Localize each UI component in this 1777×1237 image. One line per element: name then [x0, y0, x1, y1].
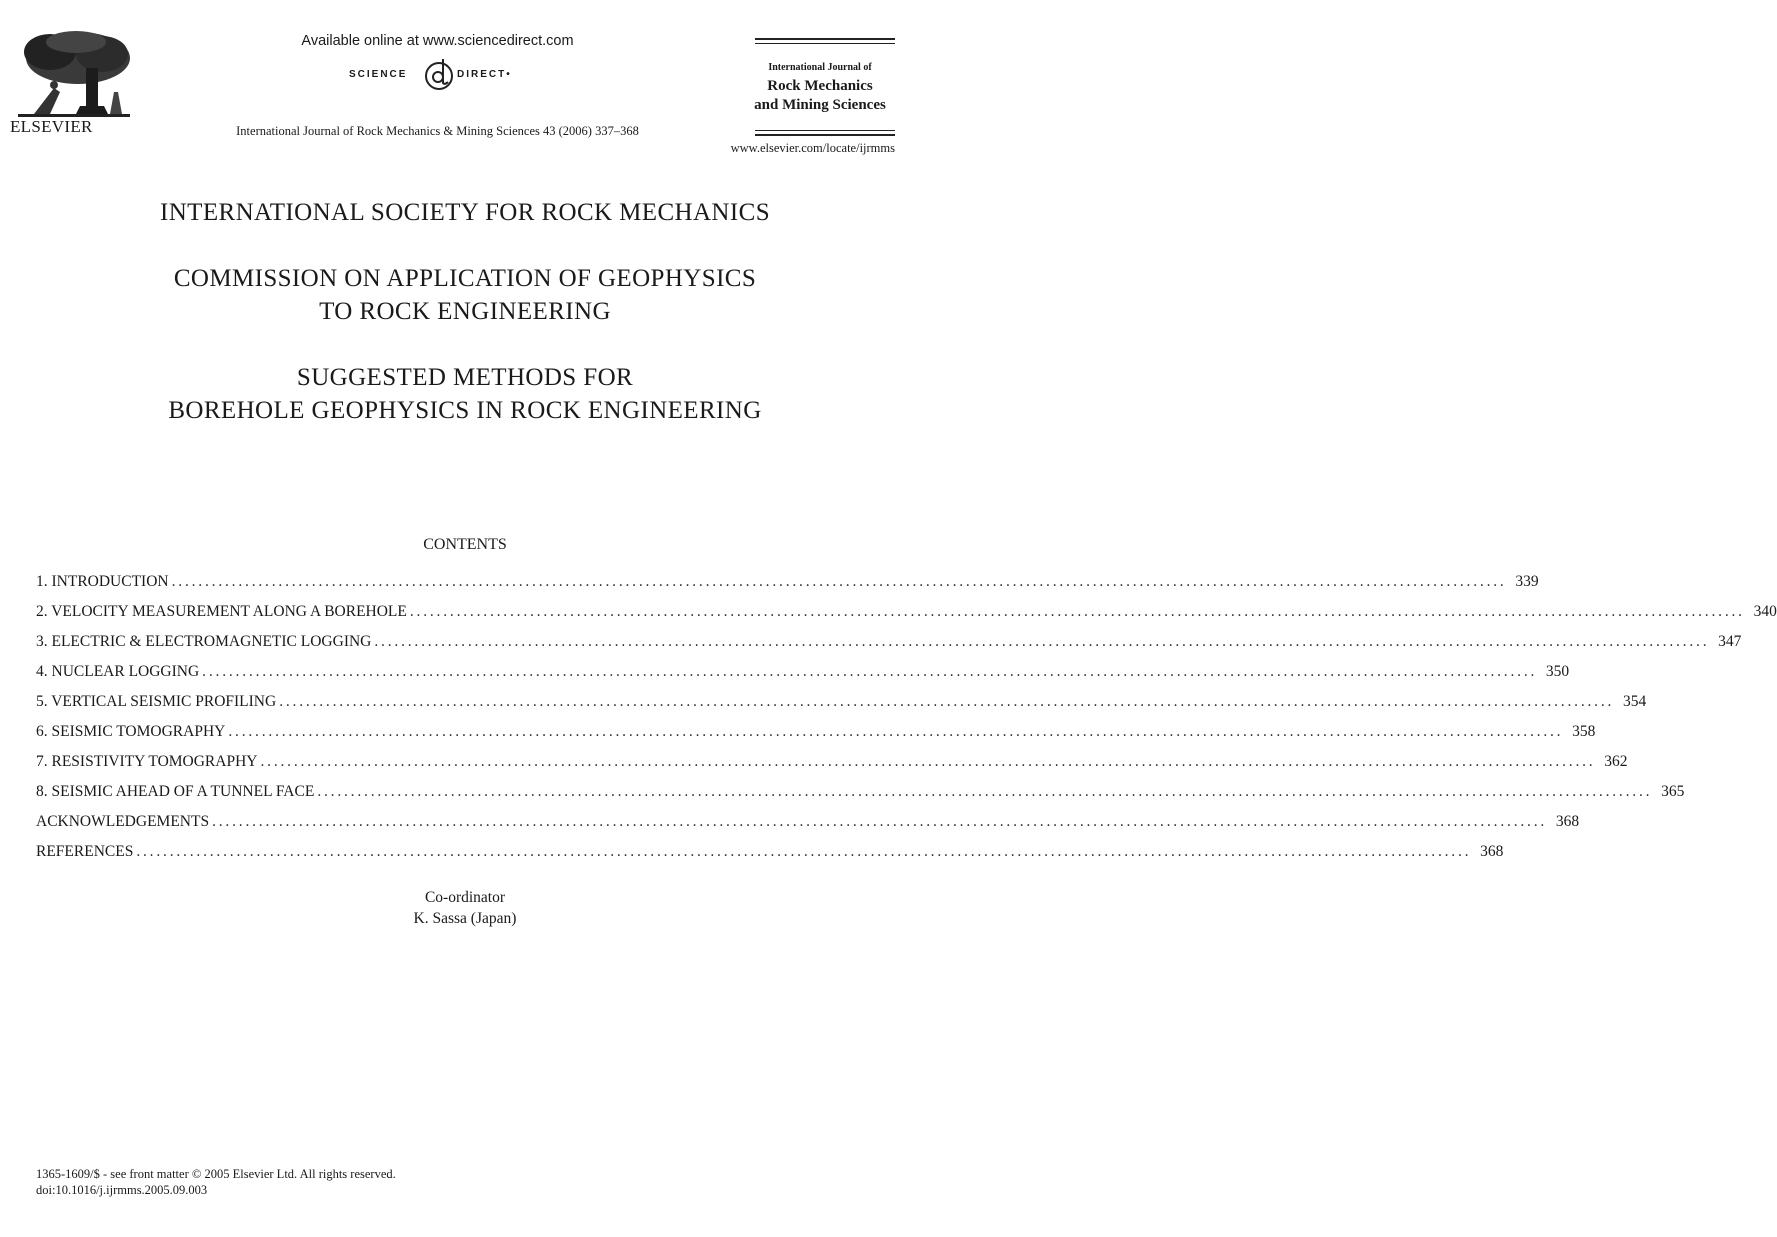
methods-title-line1: SUGGESTED METHODS FOR	[296, 364, 634, 391]
sd-brand-left: SCIENCE	[349, 69, 408, 80]
toc-item-page: 368	[1555, 813, 1580, 830]
toc-leader-dots: ........................................................................................................................................................................................................	[171, 573, 1507, 590]
sd-brand-right: DIRECT•	[457, 69, 512, 80]
society-title: INTERNATIONAL SOCIETY FOR ROCK MECHANICS	[160, 199, 770, 226]
toc-item-page: 358	[1572, 723, 1596, 740]
toc-item-label: 8. SEISMIC AHEAD OF A TUNNEL FACE	[36, 783, 315, 800]
toc-item-page: 354	[1622, 693, 1647, 710]
toc-item[interactable]	[36, 813, 1580, 843]
toc-item-label: 3. ELECTRIC & ELECTROMAGNETIC LOGGING	[36, 633, 372, 650]
sciencedirect-logo	[340, 55, 540, 95]
journal-box-title	[745, 77, 895, 114]
copyright-line: 1365-1609/$ - see front matter © 2005 Elsevier Ltd. All rights reserved.	[36, 1167, 396, 1181]
toc-item[interactable]	[36, 693, 1647, 723]
toc-item-page: 365	[1661, 783, 1685, 800]
toc-item-page: 339	[1515, 573, 1539, 590]
journal-box-title-line1: Rock Mechanics	[767, 78, 873, 94]
toc-leader-dots: ........................................................................................................................................................................................................	[202, 663, 1538, 680]
toc-item-label: 2. VELOCITY MEASUREMENT ALONG A BOREHOLE	[36, 603, 407, 620]
elsevier-tree-icon	[10, 30, 135, 118]
toc-item-label: REFERENCES	[36, 843, 134, 860]
toc-item-page: 362	[1604, 753, 1628, 770]
toc-item[interactable]	[36, 843, 1504, 873]
copyright-footer	[36, 1166, 396, 1198]
toc-leader-dots: ........................................................................................................................................................................................................	[212, 813, 1548, 830]
table-of-contents	[36, 573, 1777, 873]
toc-item-label: ACKNOWLEDGEMENTS	[36, 813, 210, 830]
toc-item-label: 7. RESISTIVITY TOMOGRAPHY	[36, 753, 258, 770]
bottom-rule	[755, 134, 895, 136]
journal-url[interactable]: www.elsevier.com/locate/ijrmms	[730, 141, 895, 155]
toc-item[interactable]	[36, 783, 1685, 813]
toc-item-label: 5. VERTICAL SEISMIC PROFILING	[36, 693, 277, 710]
journal-box-label: International Journal of	[768, 62, 872, 73]
toc-leader-dots: ........................................................................................................................................................................................................	[317, 783, 1653, 800]
toc-item[interactable]	[36, 753, 1628, 783]
toc-leader-dots: ........................................................................................................................................................................................................	[260, 753, 1596, 770]
toc-item-page: 347	[1718, 633, 1742, 650]
toc-item-label: 4. NUCLEAR LOGGING	[36, 663, 200, 680]
toc-item-label: 1. INTRODUCTION	[36, 573, 169, 590]
toc-item-page: 368	[1480, 843, 1504, 860]
commission-title-line1: COMMISSION ON APPLICATION OF GEOPHYSICS	[173, 265, 757, 292]
doi-line[interactable]: doi:10.1016/j.ijrmms.2005.09.003	[36, 1183, 208, 1197]
toc-leader-dots: ........................................................................................................................................................................................................	[136, 843, 1472, 860]
coordinator-role: Co-ordinator	[424, 889, 506, 906]
toc-leader-dots: ........................................................................................................................................................................................................	[374, 633, 1710, 650]
toc-item[interactable]	[36, 603, 1777, 633]
journal-citation: International Journal of Rock Mechanics & Mining Sciences 43 (2006) 337–368	[236, 124, 639, 138]
commission-title-line2: TO ROCK ENGINEERING	[319, 298, 611, 325]
sciencedirect-at-icon	[424, 57, 454, 93]
toc-item-label: 6. SEISMIC TOMOGRAPHY	[36, 723, 226, 740]
top-rule-thin	[755, 43, 895, 44]
coordinator-name: K. Sassa (Japan)	[413, 910, 517, 927]
top-rule	[755, 38, 895, 40]
toc-item[interactable]	[36, 663, 1570, 693]
methods-title-line2: BOREHOLE GEOPHYSICS IN ROCK ENGINEERING	[168, 397, 762, 424]
publisher-name: ELSEVIER	[10, 117, 93, 136]
toc-item-page: 350	[1545, 663, 1570, 680]
bottom-rule-thin	[755, 130, 895, 131]
toc-leader-dots: ........................................................................................................................................................................................................	[228, 723, 1564, 740]
available-online-notice: Available online at www.sciencedirect.com	[301, 33, 574, 49]
toc-item[interactable]	[36, 633, 1742, 663]
toc-leader-dots: ........................................................................................................................................................................................................	[279, 693, 1615, 710]
toc-item[interactable]	[36, 723, 1596, 753]
toc-item-page: 340	[1753, 603, 1777, 620]
journal-box-title-line2: and Mining Sciences	[754, 96, 886, 113]
toc-leader-dots: ........................................................................................................................................................................................................	[409, 603, 1745, 620]
toc-item[interactable]	[36, 573, 1539, 603]
contents-heading: CONTENTS	[423, 536, 507, 553]
